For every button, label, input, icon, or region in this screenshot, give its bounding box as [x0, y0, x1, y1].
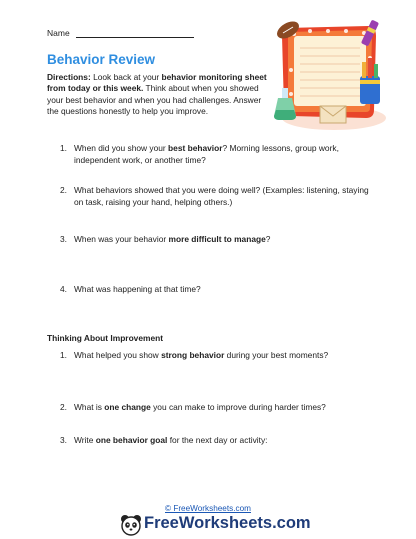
directions-bold: behavior monitoring sheet from today or this week. — [47, 72, 267, 94]
directions-part-1: Look back at your — [90, 72, 162, 82]
question-number: 4. — [60, 284, 67, 294]
page-title: Behavior Review — [47, 52, 156, 67]
question-3 — [60, 234, 374, 246]
question-number: 2. — [60, 185, 67, 195]
name-label: Name — [47, 28, 70, 38]
question-text-end: ? Morning lessons, group work, independent work, or another time? — [74, 143, 339, 165]
question-bold: one change — [104, 402, 151, 412]
notepad-frame-illustration — [274, 18, 390, 136]
question-text-end: you can make to improve during harder times? — [150, 402, 326, 412]
question-bold: more difficult to manage — [168, 234, 266, 244]
improvement-question-1 — [60, 350, 374, 362]
question-2 — [60, 185, 374, 209]
panda-logo-icon — [120, 514, 142, 536]
question-bold: one behavior goal — [95, 435, 168, 445]
question-1 — [60, 143, 374, 167]
directions-text — [47, 72, 275, 117]
question-bold: strong behavior — [161, 350, 225, 360]
question-number: 3. — [60, 234, 67, 244]
question-4 — [60, 284, 374, 296]
footer-logo[interactable] — [120, 514, 320, 536]
question-text: When did you show your — [74, 143, 169, 153]
name-line[interactable] — [76, 28, 194, 38]
brand-name: FreeWorksheets.com — [144, 514, 311, 532]
directions-part-2: Think about when you showed your best behavior and when you had challenges. Answer the questions honestly to help you improve. — [47, 83, 262, 116]
question-text: What helped you show — [74, 350, 162, 360]
question-text: What was happening at that time? — [74, 284, 201, 294]
question-text: What behaviors showed that you were doing well? (Examples: listening, staying on task, raising your hand, helping others.) — [74, 185, 369, 207]
envelope-icon — [320, 106, 346, 123]
question-number: 2. — [60, 402, 67, 412]
footer-copyright-link[interactable]: © FreeWorksheets.com — [165, 504, 251, 513]
question-text-end: during your best moments? — [224, 350, 329, 360]
improvement-question-2 — [60, 402, 374, 414]
question-number: 1. — [60, 350, 67, 360]
question-number: 3. — [60, 435, 67, 445]
question-text: What is — [74, 402, 105, 412]
pencil-cup-icon — [360, 58, 380, 104]
question-text: Write — [74, 435, 96, 445]
section-heading-improvement: Thinking About Improvement — [47, 333, 164, 343]
question-text: When was your behavior — [74, 234, 169, 244]
question-text-end: ? — [265, 234, 271, 244]
question-bold: best behavior — [168, 143, 223, 153]
directions-label: Directions: — [47, 72, 91, 82]
improvement-question-3 — [60, 435, 374, 447]
name-field-row — [47, 28, 194, 38]
question-number: 1. — [60, 143, 67, 153]
question-text-end: for the next day or activity: — [167, 435, 268, 445]
